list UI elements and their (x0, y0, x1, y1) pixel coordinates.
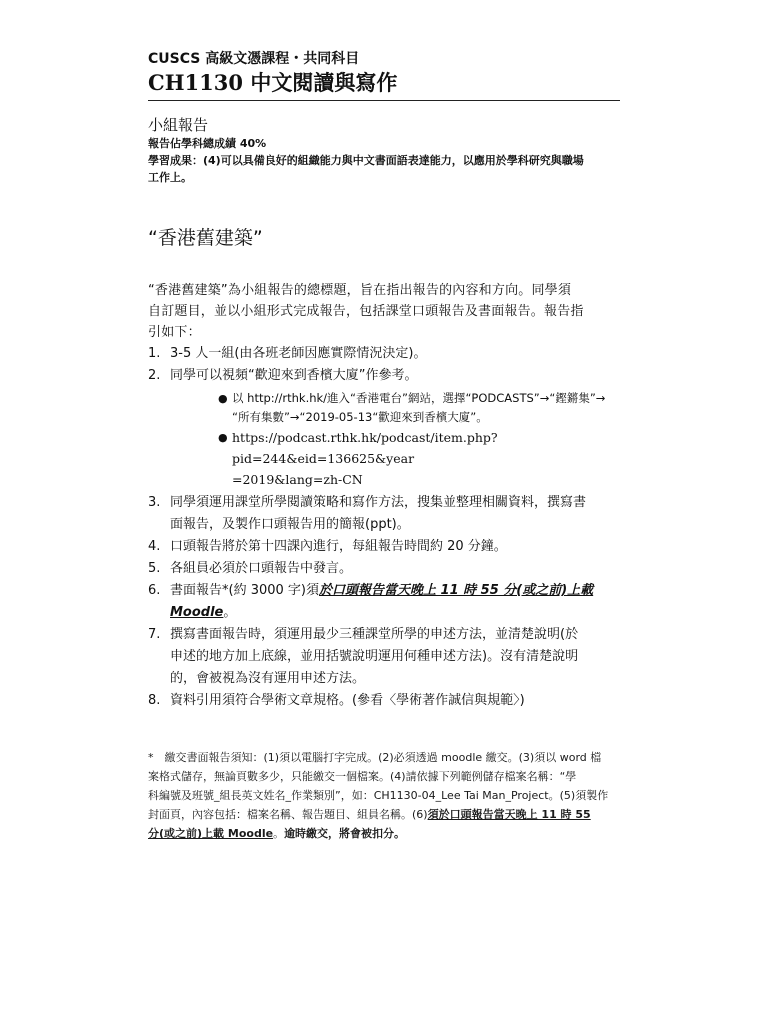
item-number: 5. (148, 561, 161, 576)
section-title: 小組報告 (148, 116, 209, 134)
item-suffix: 。 (223, 605, 237, 620)
requirement-item (148, 365, 620, 490)
intro-line: “香港舊建築”為小組報告的總標題，旨在指出報告的內容和方向。同學須 (148, 283, 572, 298)
footnote-deadline: 須於口頭報告當天晚上 11 時 55 (427, 808, 591, 821)
url-line: =2019&lang=zh-CN (232, 472, 363, 487)
item-line: 面報告，及製作口頭報告用的簡報(ppt)。 (170, 517, 410, 532)
learning-outcome (148, 152, 620, 186)
item-line: 申述的地方加上底線，並用括號說明運用何種申述方法)。沒有清楚說明 (170, 649, 579, 664)
course-line: CUSCS 高級文憑課程・共同科目 (148, 51, 360, 67)
item-number: 4. (148, 539, 161, 554)
requirement-item (148, 492, 620, 536)
sub-item-url (218, 427, 620, 490)
footnote-line (148, 805, 620, 824)
footnote-line (148, 824, 620, 843)
footnote (148, 748, 620, 843)
requirement-item (148, 580, 620, 624)
requirement-item (148, 690, 620, 712)
grade-weight: 報告佔學科總成績 40% (148, 137, 267, 150)
footnote-text: 封面頁，內容包括：檔案名稱、報告題目、組員名稱。(6) (148, 808, 428, 821)
item-number: 2. (148, 368, 161, 383)
item-line: 同學須運用課堂所學閱讀策略和寫作方法，搜集並整理相關資料，撰寫書 (170, 495, 587, 510)
footnote-line: * 繳交書面報告須知：(1)須以電腦打字完成。(2)必須透過 moodle 繳交。(3)須以 word 檔 (148, 751, 602, 764)
footnote-deadline: 分(或之前)上載 Moodle (148, 827, 274, 840)
footnote-line: 科編號及班號_組長英文姓名_作業類別”，如：CH1130-04_Lee Tai Man_Project。(5)須製作 (148, 789, 609, 802)
item-text: 同學可以視頻“歡迎來到香檳大廈”作參考。 (170, 368, 418, 383)
course-title: CH1130 中文閱讀與寫作 (148, 70, 398, 95)
item-number: 7. (148, 627, 161, 642)
deadline-emphasis: 於口頭報告當天晚上 11 時 55 分(或之前)上載 (319, 583, 594, 598)
sub-item-line: 以 http://rthk.hk/進入“香港電台”網站，選擇“PODCASTS”→“鏗鏘集”→ (232, 391, 606, 405)
footnote-text: 。 (273, 827, 285, 840)
requirement-item (148, 624, 620, 690)
footnote-line: 案格式儲存，無論頁數多少，只能繳交一個檔案。(4)請依據下列範例儲存檔案名稱：“學 (148, 770, 577, 783)
item-line (170, 602, 620, 624)
item-number: 3. (148, 495, 161, 510)
deadline-emphasis: Moodle (170, 605, 224, 620)
intro-paragraph (148, 280, 620, 343)
requirement-item (148, 343, 620, 365)
item-line: 撰寫書面報告時，須運用最少三種課堂所學的申述方法，並清楚說明(於 (170, 627, 579, 642)
learning-outcome-line: 學習成果：(4)可以具備良好的組織能力與中文書面語表達能力，以應用於學科研究與職場 (148, 154, 584, 167)
report-topic: “香港舊建築” (148, 227, 263, 249)
item-text: 3-5 人一組(由各班老師因應實際情況決定)。 (170, 346, 427, 361)
sub-list (170, 389, 620, 490)
bullet-icon: ● (218, 431, 228, 444)
requirement-item (148, 536, 620, 558)
item-number: 1. (148, 346, 161, 361)
item-number: 6. (148, 583, 161, 598)
item-line (170, 580, 620, 602)
learning-outcome-line: 工作上。 (148, 171, 192, 184)
document-page (148, 50, 620, 843)
item-prefix: 書面報告*(約 3000 字)須 (170, 583, 319, 598)
intro-line: 自訂題目，並以小組形式完成報告，包括課堂口頭報告及書面報告。報告指 (148, 304, 584, 319)
item-number: 8. (148, 693, 161, 708)
bullet-icon: ● (218, 392, 228, 405)
item-text: 資料引用須符合學術文章規格。(參看〈學術著作誠信與規範〉) (170, 693, 525, 708)
item-text: 口頭報告將於第十四課內進行，每組報告時間約 20 分鐘。 (170, 539, 507, 554)
requirement-item (148, 558, 620, 580)
url-line: https://podcast.rthk.hk/podcast/item.php?pid=244&eid=136625&year (232, 430, 498, 466)
requirements-list (148, 343, 620, 712)
intro-line: 引如下： (148, 325, 201, 340)
item-text: 各組員必須於口頭報告中發言。 (170, 561, 353, 576)
sub-item-line: “所有集數”→“2019-05-13“歡迎來到香檳大廈”。 (232, 410, 488, 424)
item-line: 的，會被視為沒有運用申述方法。 (170, 671, 366, 686)
footnote-penalty: 逾時繳交，將會被扣分。 (284, 827, 406, 840)
sub-item (218, 389, 620, 427)
header-divider (148, 100, 620, 101)
